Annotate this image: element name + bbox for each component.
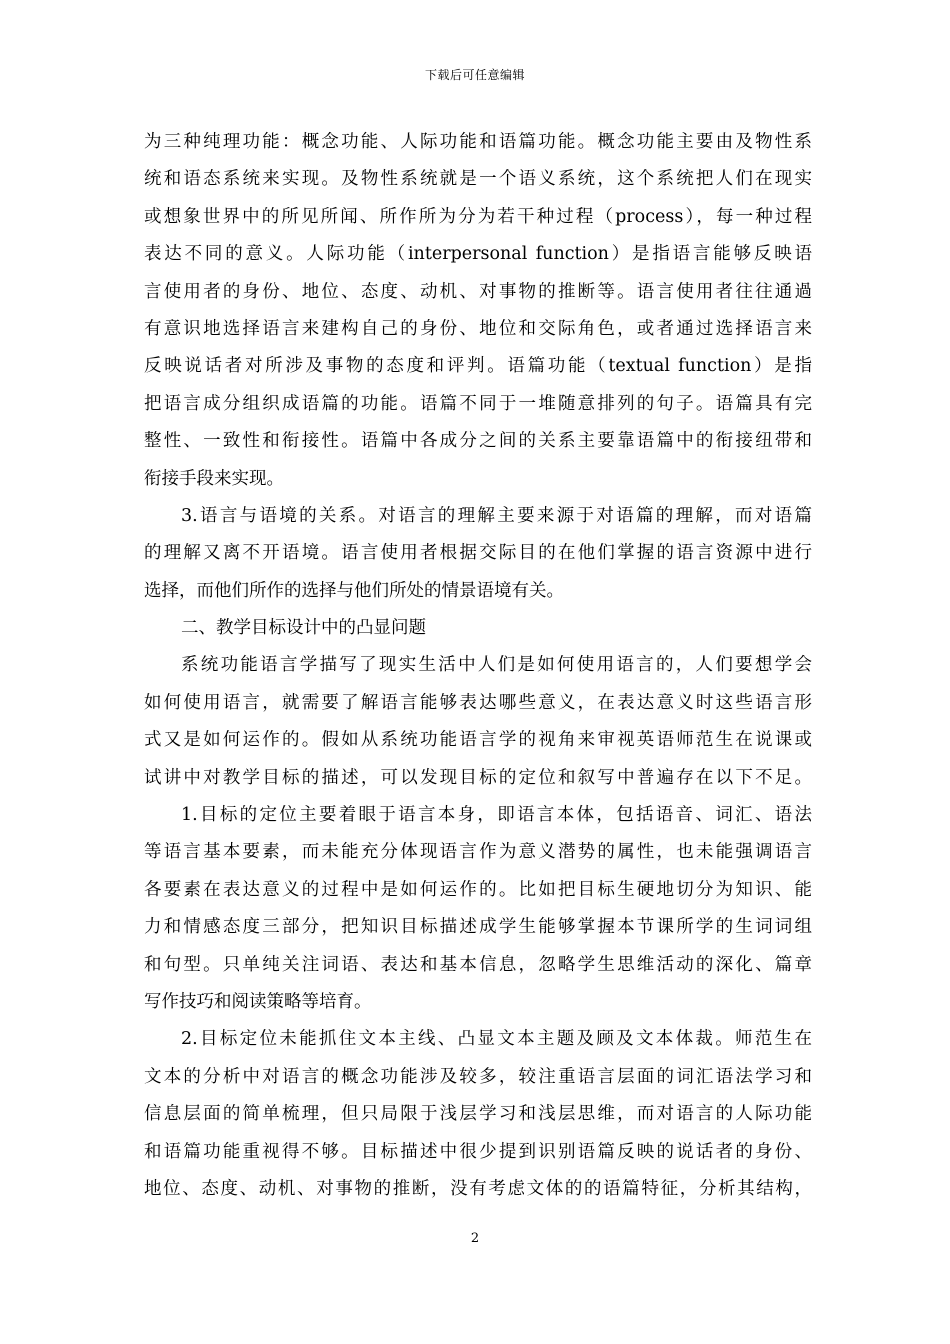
text-line: 衔接手段来实现。 <box>144 468 284 489</box>
text-line: 如何使用语言，就需要了解语言能够表达哪些意义，在表达意义时这些语言形 <box>144 692 812 713</box>
text-line: 2.目标定位未能抓住文本主线、凸显文本主题及顾及文本体裁。师范生在 <box>181 1029 812 1050</box>
text-line: 反映说话者对所涉及事物的态度和评判。语篇功能（textual function）是指 <box>144 356 812 377</box>
text-line: 系统功能语言学描写了现实生活中人们是如何使用语言的，人们要想学会 <box>181 655 812 676</box>
text-line: 把语言成分组织成语篇的功能。语篇不同于一堆随意排列的句子。语篇具有完 <box>144 393 812 414</box>
text-line: 和语篇功能重视得不够。目标描述中很少提到识别语篇反映的说话者的身份、 <box>144 1141 812 1162</box>
text-line: 试讲中对教学目标的描述，可以发现目标的定位和叙写中普遍存在以下不足。 <box>144 767 812 788</box>
text-line: 式又是如何运作的。假如从系统功能语言学的视角来审视英语师范生在说课或 <box>144 730 812 751</box>
text-line: 或想象世界中的所见所闻、所作所为分为若干种过程（process），每一种过程 <box>144 206 812 227</box>
text-line: 有意识地选择语言来建构自己的身份、地位和交际角色，或者通过选择语言来 <box>144 318 812 339</box>
text-line: 选择，而他们所作的选择与他们所处的情景语境有关。 <box>144 580 564 601</box>
text-line: 二、教学目标设计中的凸显问题 <box>181 618 426 639</box>
text-line: 信息层面的简单梳理，但只局限于浅层学习和浅层思维，而对语言的人际功能 <box>144 1104 812 1125</box>
text-line: 力和情感态度三部分，把知识目标描述成学生能够掌握本节课所学的生词词组 <box>144 917 812 938</box>
text-line: 文本的分析中对语言的概念功能涉及较多，较注重语言层面的词汇语法学习和 <box>144 1066 812 1087</box>
text-line: 的理解又离不开语境。语言使用者根据交际目的在他们掌握的语言资源中进行 <box>144 543 812 564</box>
text-line: 1.目标的定位主要着眼于语言本身，即语言本体，包括语音、词汇、语法 <box>181 805 812 826</box>
text-line: 等语言基本要素，而未能充分体现语言作为意义潜势的属性，也未能强调语言 <box>144 842 812 863</box>
text-line: 地位、态度、动机、对事物的推断，没有考虑文体的的语篇特征，分析其结构， <box>144 1178 812 1199</box>
text-line: 言使用者的身份、地位、态度、动机、对事物的推断等。语言使用者往往通過 <box>144 281 812 302</box>
text-line: 3.语言与语境的关系。对语言的理解主要来源于对语篇的理解，而对语篇 <box>181 505 812 526</box>
text-line: 为三种纯理功能：概念功能、人际功能和语篇功能。概念功能主要由及物性系 <box>144 132 812 152</box>
page-header: 下载后可任意编辑 <box>424 68 525 82</box>
text-line: 各要素在表达意义的过程中是如何运作的。比如把目标生硬地切分为知识、能 <box>144 879 812 900</box>
text-line: 统和语态系统来实现。及物性系统就是一个语义系统，这个系统把人们在现实 <box>144 169 812 190</box>
text-line: 表达不同的意义。人际功能（interpersonal function）是指语言能够反映语 <box>144 244 812 265</box>
text-line: 和句型。只单纯关注词语、表达和基本信息，忽略学生思维活动的深化、篇章 <box>144 954 812 975</box>
text-line: 写作技巧和阅读策略等培育。 <box>144 991 372 1012</box>
page-number: 2 <box>470 1231 480 1246</box>
document-body <box>144 124 812 1208</box>
text-line: 整性、一致性和衔接性。语篇中各成分之间的关系主要靠语篇中的衔接纽带和 <box>144 431 812 452</box>
